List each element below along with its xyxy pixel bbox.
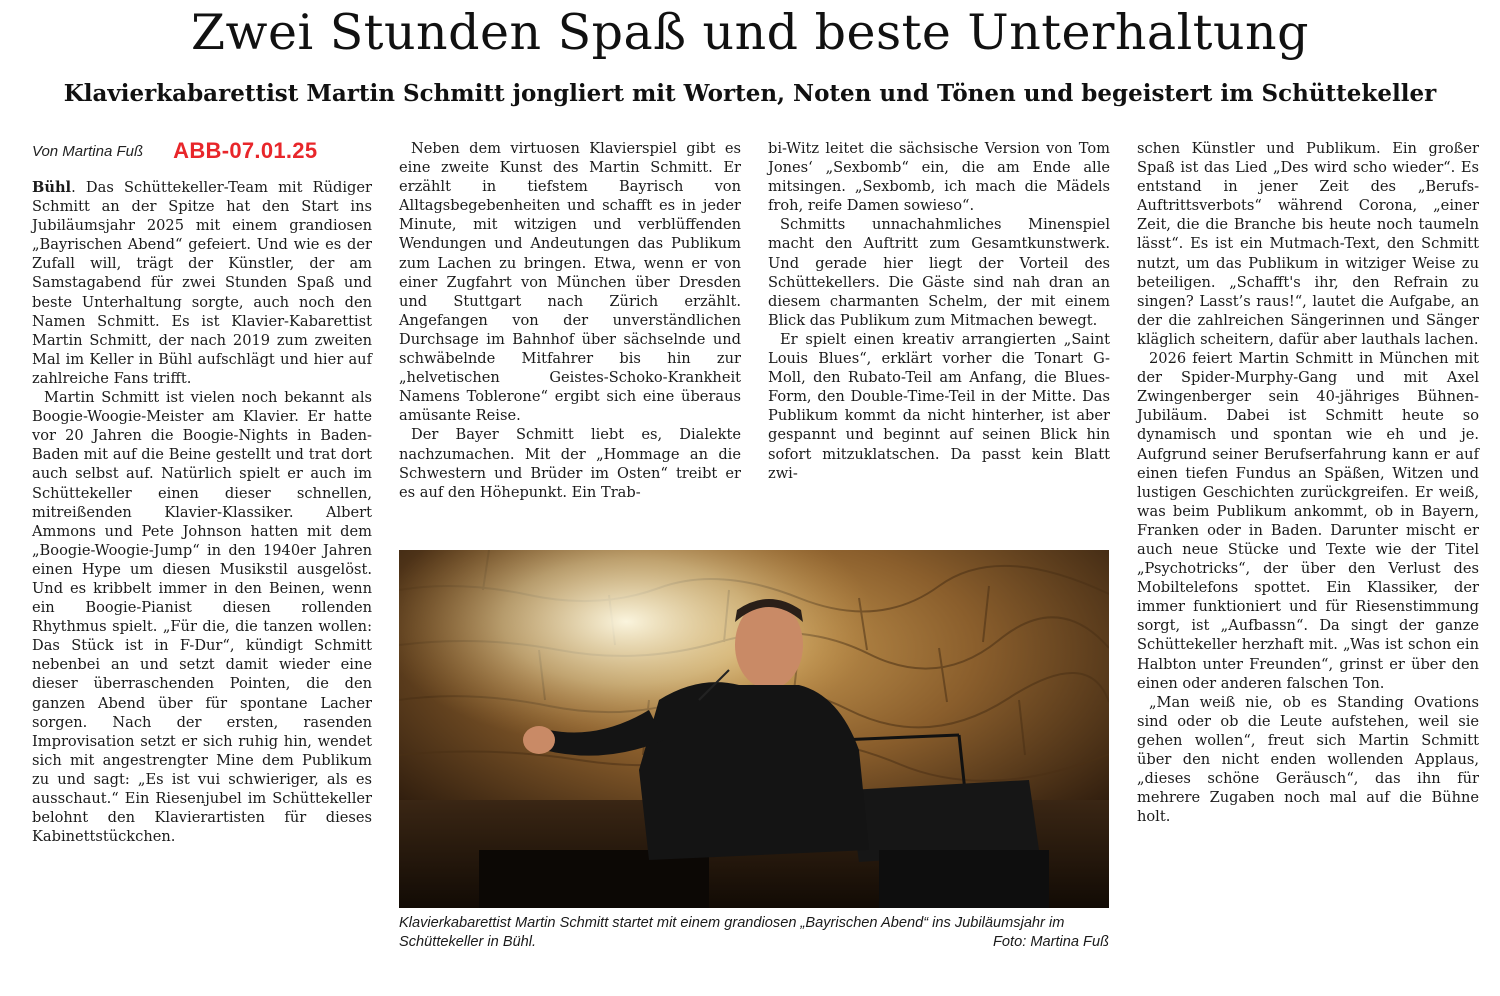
headline: Zwei Stunden Spaß und beste Unterhaltung: [191, 4, 1309, 61]
article-column-3: [768, 139, 1110, 483]
paragraph: Schmitts unnachahmliches Minenspiel macht den Auftritt zum Gesamtkunstwerk. Und gerade hier liegt der Vorteil des Schüttekellers. Die Gäste sind nah dran an diesem charmanten Schelm, der mit einem Blick das Publikum zum Mitmachen bewegt.: [768, 216, 1110, 329]
paragraph: bi-Witz leitet die sächsische Version von Tom Jones‘ „Sexbomb“ ein, die am Ende alle mitsingen. „Sexbomb, ich mach die Mädels froh, reife Damen sowieso“.: [768, 140, 1110, 215]
paragraph-text: . Das Schüttekeller-Team mit Rüdiger Schmitt an der Spitze hat den Start ins Jubiläumsjahr 2025 mit einem grandiosen „Bayrischen Abend“ gefeiert. Und wie es der Zufall will, trägt der Künstler, der am Samstagabend für zwei Stunden Spaß und beste Unterhaltung sorgte, auch noch den Namen Schmitt. Es ist Klavier-Kabarettist Martin Schmitt, der nach 2019 zum zweiten Mal im Keller in Bühl aufschlägt und hier auf zahlreiche Fans trifft.: [32, 179, 372, 387]
paragraph: „Man weiß nie, ob es Standing Ovations sind oder ob die Leute aufstehen, weil sie gehen wollen“, freut sich Martin Schmitt über den nicht enden wollenden Applaus, „dieses schöne Geräusch“, das ihn für mehrere Zugaben noch mal auf die Bühne holt.: [1137, 693, 1479, 826]
paragraph: [32, 178, 372, 388]
paragraph: Der Bayer Schmitt liebt es, Dialekte nachzumachen. Mit der „Hommage an die Schwestern und Brüder im Osten“ treibt er es auf den Höhepunkt. Ein Trab-: [399, 426, 741, 501]
paragraph: 2026 feiert Martin Schmitt in München mit der Spider-Murphy-Gang und mit Axel Zwingenberger sein 40-jähriges Bühnen-Jubiläum. Dabei ist Schmitt heute so dynamisch und spontan wie eh und je. Aufgrund seiner Berufserfahrung kann er auf einen tiefen Fundus an Späßen, Witzen und lustigen Geschichten zurückgreifen. Er weiß, was beim Publikum ankommt, ob in Bayern, Franken oder in Baden. Darunter mischt er auch neue Stücke und Texte wie der Titel „Psychotricks“, der über den Verlust des Mobiltelefons spottet. Ein Klassiker, der immer funktioniert und für Riesenstimmung sorgt, ist „Aufbassn“. Da singt der ganze Schüttekeller herzhaft mit. „Was ist schon ein Halbton unter Freunden“, grinst er über den einen oder anderen falschen Ton.: [1137, 350, 1479, 692]
photo-illustration: [399, 550, 1109, 908]
dateline: Bühl: [32, 179, 72, 196]
article-column-1: [32, 178, 372, 846]
paragraph: Martin Schmitt ist vielen noch bekannt als Boogie-Woogie-Meister am Klavier. Er hatte vor 20 Jahren die Boogie-Nights in Baden-Baden mit auf die Beine gestellt und trat dort auch selbst auf. Natürlich spielt er auch im Schüttekeller einen dieser schnellen, mitreißenden Klavier-Klassiker. Albert Ammons und Pete Johnson hatten mit dem „Boogie-Woogie-Jump“ in den 1940er Jahren einen Hype um diesen Musikstil ausgelöst. Und es kribbelt immer in den Beinen, wenn ein Boogie-Pianist diesen rollenden Rhythmus spielt. „Für die, die tanzen wollen: Das Stück ist in F-Dur“, kündigt Schmitt nebenbei an und setzt damit wieder eine dieser überraschenden Pointen, die den ganzen Abend über für spontane Lacher sorgen. Nach der ersten, rasenden Improvisation setzt er sich ruhig hin, wendet sich mit angestrengter Mine dem Publikum zu und sagt: „Es ist vui schwieriger, als es ausschaut.“ Ein Riesenjubel im Schüttekeller belohnt den Klavierartisten für dieses Kabinettstückchen.: [32, 389, 372, 846]
photo-caption: [399, 914, 1109, 952]
subheadline: Klavierkabarettist Martin Schmitt jongliert mit Worten, Noten und Tönen und begeistert im Schüttekeller: [63, 80, 1437, 107]
archive-stamp: ABB-07.01.25: [173, 138, 318, 163]
photo-credit: Foto: Martina Fuß: [993, 934, 1109, 950]
caption-text: Klavierkabarettist Martin Schmitt startet mit einem grandiosen „Bayrischen Abend“ ins Jubiläumsjahr im Schüttekeller in Bühl.: [399, 915, 1065, 950]
article-column-2: [399, 139, 741, 502]
performer-photo: [399, 550, 1109, 908]
paragraph: Er spielt einen kreativ arrangierten „Saint Louis Blues“, erklärt vorher die Tonart G-Moll, den Rubato-Teil am Anfang, die Blues-Form, den Double-Time-Teil in der Mitte. Das Publikum kommt da nicht hinterher, ist aber gespannt und beginnt auf seinen Blick hin sofort mitzuklatschen. Da passt kein Blatt zwi-: [768, 330, 1110, 482]
byline-row: [32, 137, 317, 165]
paragraph: schen Künstler und Publikum. Ein großer Spaß ist das Lied „Des wird scho wieder“. Es entstand in jener Zeit des „Berufs-Auftrittsverbots“ während Corona, „einer Zeit, die die Branche bis heute noch taumeln lässt“. Es ist ein Mutmach-Text, den Schmitt nutzt, um das Publikum in witziger Weise zu beteiligen. „Schafft's ihr, den Refrain zu singen? Lasst’s raus!“, lautet die Aufgabe, an der die zahlreichen Sängerinnen und Sänger kläglich scheitern, dafür aber lauthals lachen.: [1137, 140, 1479, 348]
article-column-4: [1137, 139, 1479, 826]
paragraph: Neben dem virtuosen Klavierspiel gibt es eine zweite Kunst des Martin Schmitt. Er erzählt in tiefstem Bayrisch von Alltagsbegebenheiten und schafft es in jeder Minute, mit witzigen und verblüffenden Wendungen und Andeutungen das Publikum zum Lachen zu bringen. Etwa, wenn er von einer Zugfahrt von München über Dresden und Stuttgart nach Zürich erzählt. Angefangen von der unverständlichen Durchsage im Bahnhof über sächselnde und schwäbelnde Mitfahrer bis hin zur „helvetischen Geistes-Schoko-Krankheit Namens Toblerone“ ergibt sich eine überaus amüsante Reise.: [399, 140, 741, 425]
author-byline: Von Martina Fuß: [32, 142, 144, 160]
